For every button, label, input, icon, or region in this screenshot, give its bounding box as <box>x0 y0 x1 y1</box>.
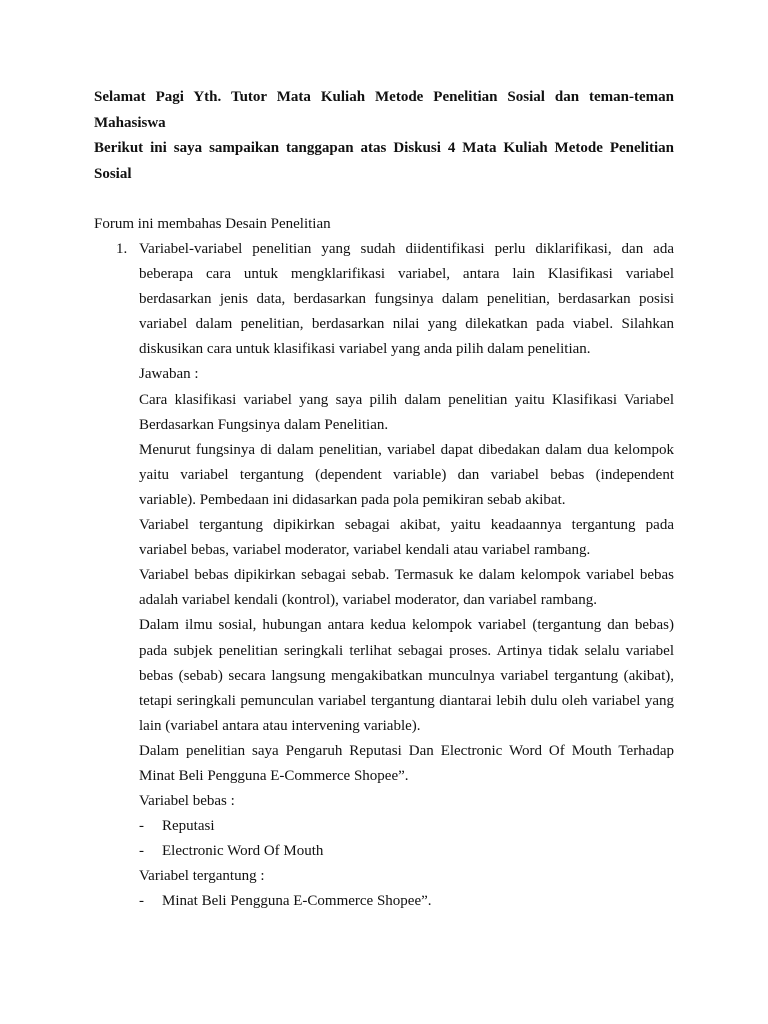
answer-paragraph: Variabel bebas dipikirkan sebagai sebab. Termasuk ke dalam kelompok variabel bebas adalah variabel kendali (kontrol), variabel moderator, dan variabel rambang. <box>139 567 674 609</box>
answer-paragraph: Variabel tergantung dipikirkan sebagai akibat, yaitu keadaannya tergantung pada variabel bebas, variabel moderator, variabel kendali atau variabel rambang. <box>139 517 674 559</box>
list-item-text: Reputasi <box>162 818 215 835</box>
greeting-statement: Berikut ini saya sampaikan tanggapan atas Diskusi 4 Mata Kuliah Metode Penelitian Sosial <box>94 140 674 182</box>
list-item-text: Electronic Word Of Mouth <box>162 843 324 860</box>
question-text: Variabel-variabel penelitian yang sudah diidentifikasi perlu diklarifikasi, dan ada beberapa cara untuk mengklarifikasi variabel, antara lain Klasifikasi variabel berdasarkan jenis data, berdasarkan fungsinya dalam penelitian, berdasarkan posisi variabel dalam penelitian, berdasarkan nilai yang dilekatkan pada viabel. Silahkan diskusikan cara untuk klasifikasi variabel yang anda pilih dalam penelitian. <box>139 241 674 358</box>
question-list <box>94 237 674 915</box>
answer-paragraph: Dalam ilmu sosial, hubungan antara kedua kelompok variabel (tergantung dan bebas) pada subjek penelitian seringkali terlihat sebagai proses. Artinya tidak selalu variabel bebas (sebab) secara langsung mengakibatkan munculnya variabel tergantung (akibat), tetapi seringkali pemunculan variabel tergantung diantarai lebih dulu oleh variabel yang lain (variabel antara atau intervening variable). <box>139 617 674 734</box>
dash-bullet: - <box>139 843 144 860</box>
list-item-text: Minat Beli Pengguna E-Commerce Shopee”. <box>162 893 432 910</box>
list-item <box>139 839 674 864</box>
greeting-block <box>94 85 674 187</box>
dependent-variable-label: Variabel tergantung : <box>139 868 265 885</box>
answer-label: Jawaban : <box>139 366 199 383</box>
question-number: 1. <box>116 241 128 257</box>
question-item <box>94 237 674 915</box>
spacer <box>94 187 674 212</box>
dash-bullet: - <box>139 893 144 910</box>
dash-bullet: - <box>139 818 144 835</box>
list-item <box>139 889 674 914</box>
answer-paragraph: Dalam penelitian saya Pengaruh Reputasi Dan Electronic Word Of Mouth Terhadap Minat Beli Pengguna E-Commerce Shopee”. <box>139 742 674 784</box>
greeting-salutation: Selamat Pagi Yth. Tutor Mata Kuliah Metode Penelitian Sosial dan teman-teman Mahasiswa <box>94 89 674 131</box>
dependent-variable-list <box>139 889 674 914</box>
independent-variable-label: Variabel bebas : <box>139 793 235 810</box>
answer-paragraph: Menurut fungsinya di dalam penelitian, variabel dapat dibedakan dalam dua kelompok yaitu variabel tergantung (dependent variable) dan variabel bebas (independent variable). Pembedaan ini didasarkan pada pola pemikiran sebab akibat. <box>139 441 674 508</box>
independent-variable-list <box>139 814 674 864</box>
forum-intro: Forum ini membahas Desain Penelitian <box>94 216 331 232</box>
list-item <box>139 814 674 839</box>
answer-paragraph: Cara klasifikasi variabel yang saya pilih dalam penelitian yaitu Klasifikasi Variabel Berdasarkan Fungsinya dalam Penelitian. <box>139 391 674 433</box>
